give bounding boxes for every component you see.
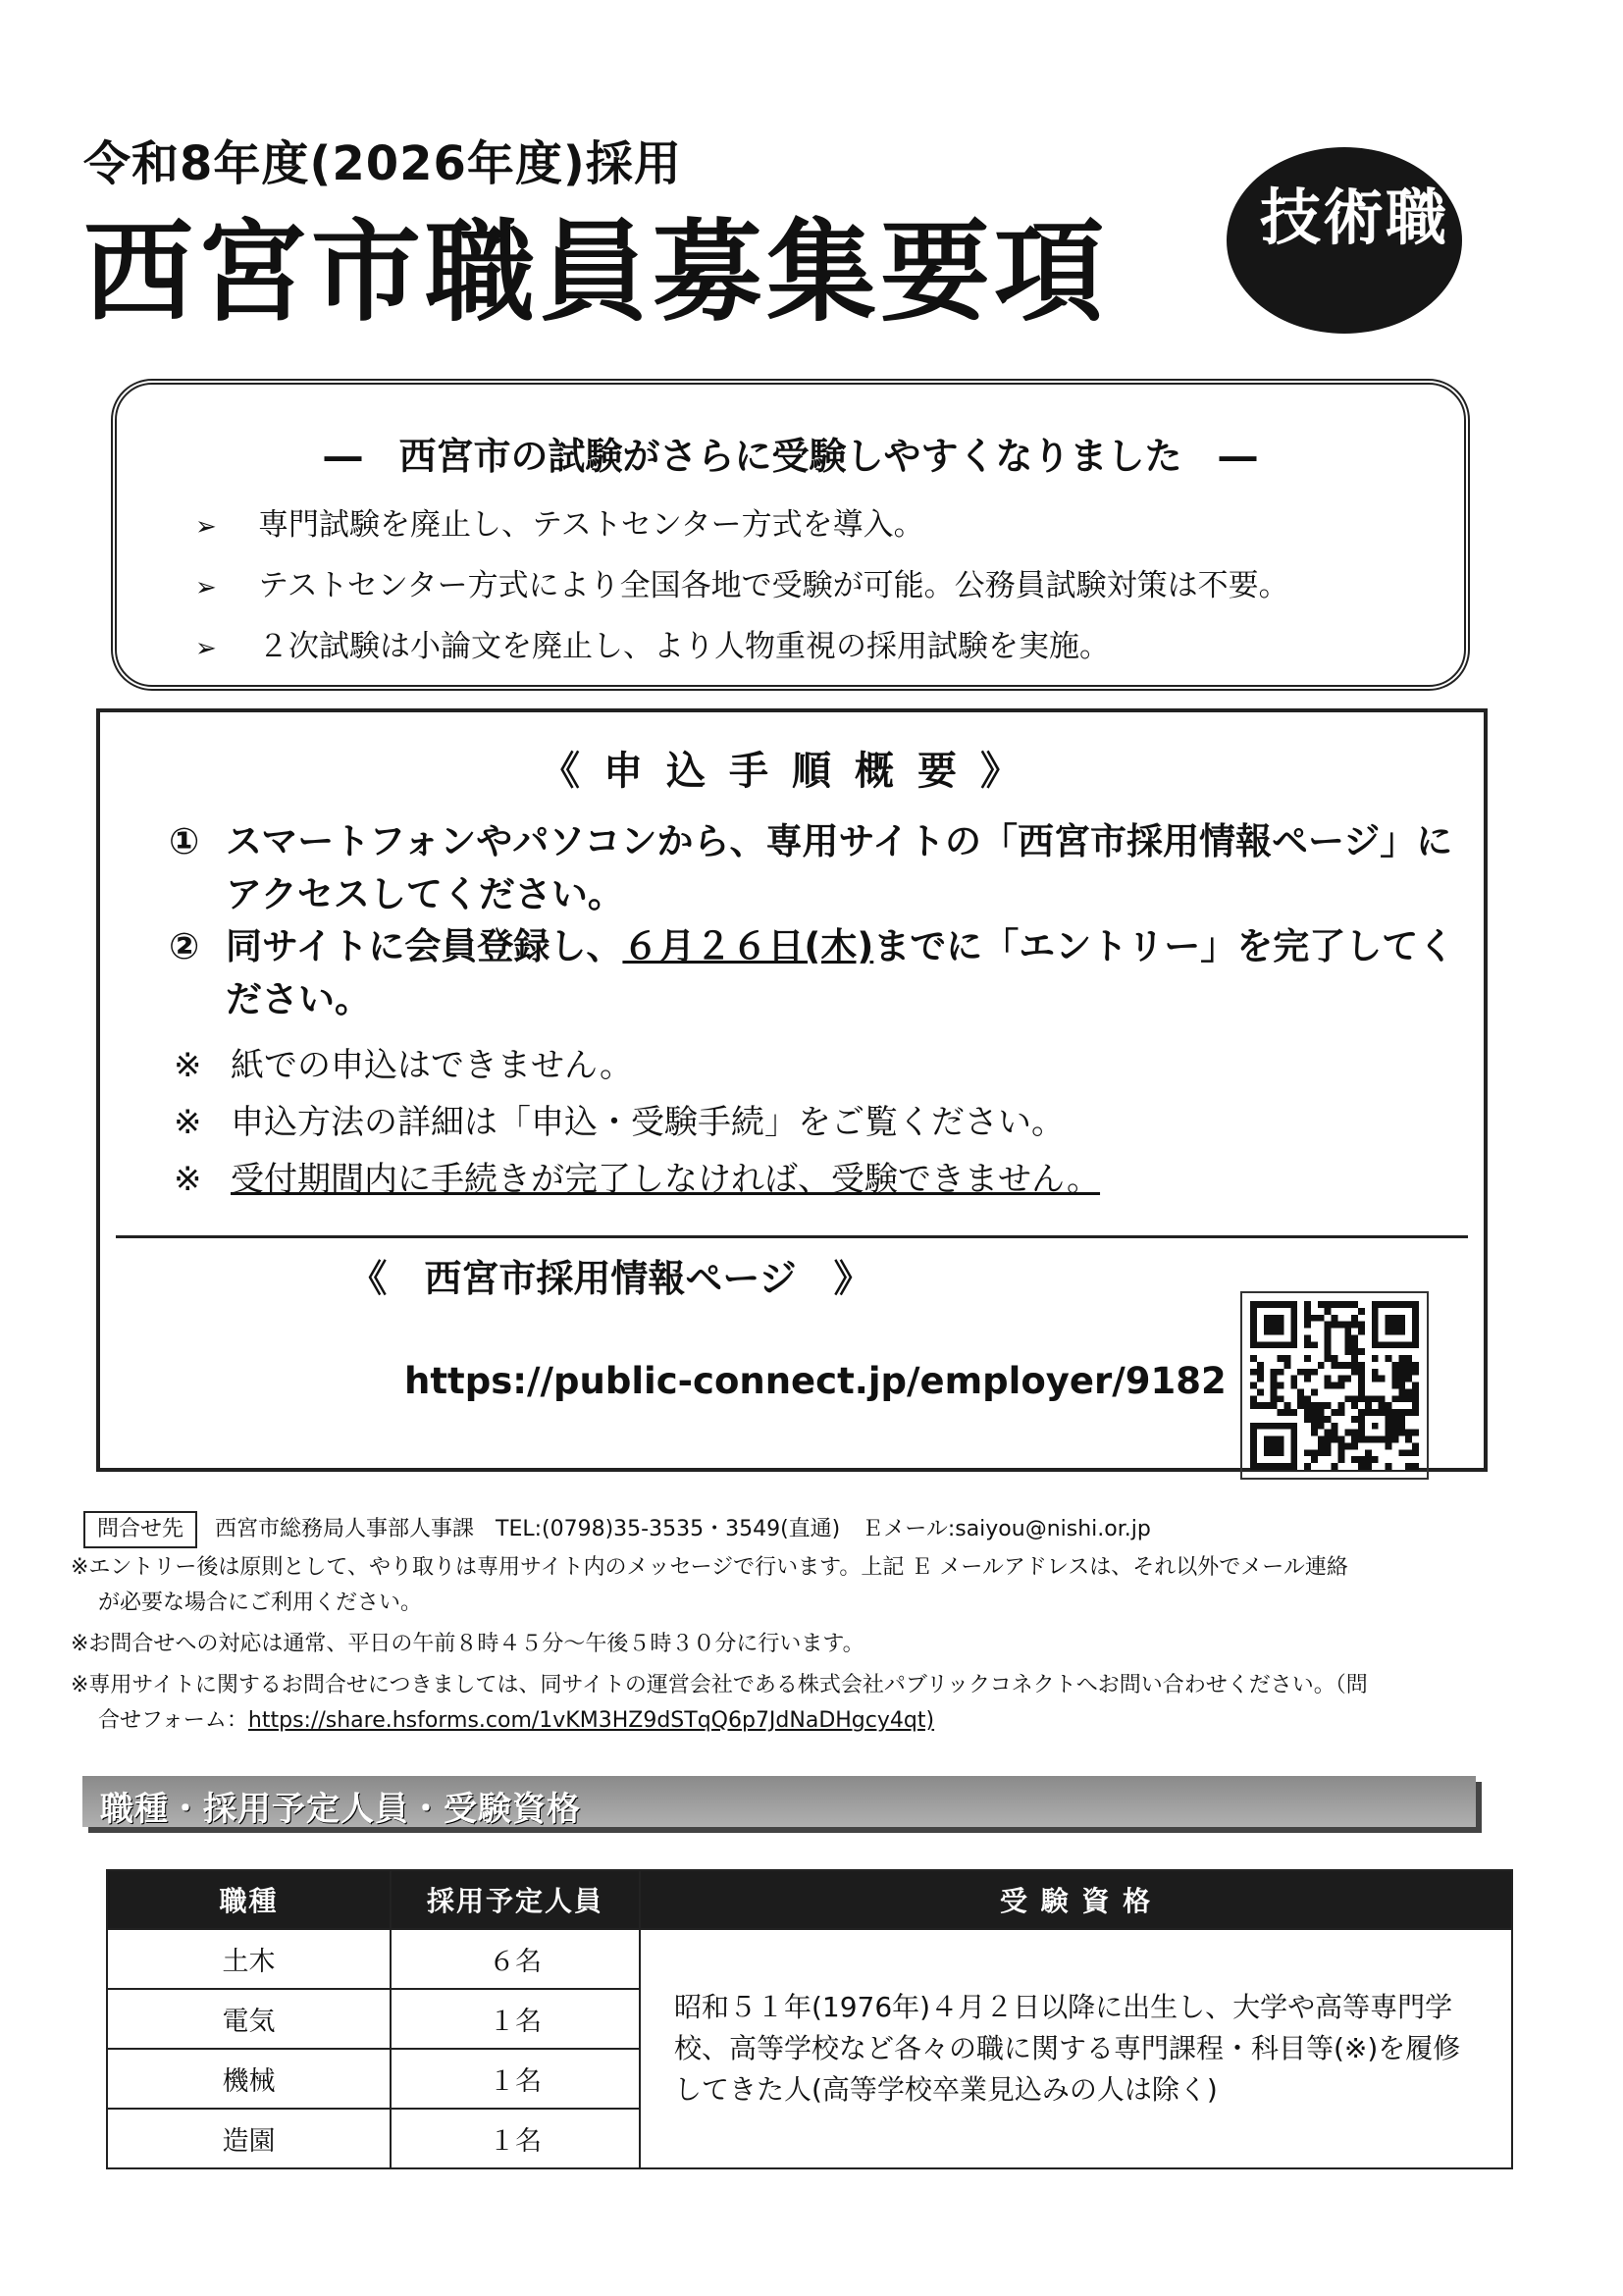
contact-tag: 問合せ先: [83, 1511, 197, 1548]
count-cell: １名: [391, 2049, 640, 2109]
note-item: ※ 紙での申込はできません。: [174, 1046, 634, 1085]
contact-line: [83, 1511, 1151, 1548]
contact-details: 西宮市総務局人事部人事課 TEL:(0798)35-3535・3549(直通) Ｅメール:saiyou@nishi.or.jp: [215, 1517, 1151, 1541]
note-item: ※ 申込方法の詳細は「申込・受験手続」をご覧ください。: [174, 1103, 1065, 1142]
job-cell: 機械: [107, 2049, 391, 2109]
list-item: ➢ ２次試験は小論文を廃止し、より人物重視の採用試験を実施。: [195, 616, 1289, 677]
job-cell: 造園: [107, 2109, 391, 2168]
inquiry-form-link[interactable]: https://share.hsforms.com/1vKM3HZ9dSTqQ6p7JdNaDHgcy4qt): [247, 1708, 935, 1733]
notice-heading: ― 西宮市の試験がさらに受験しやすくなりました ―: [324, 435, 1257, 478]
recruitment-site-link[interactable]: https://public-connect.jp/employer/9182: [404, 1360, 1227, 1402]
column-header: 受 験 資 格: [640, 1870, 1512, 1929]
site-heading: 《 西宮市採用情報ページ 》: [349, 1257, 871, 1300]
step-2: ② 同サイトに会員登録し、６月２６日(木)までに「エントリー」を完了してく ださい。: [169, 920, 1454, 1026]
arrow-bullet-icon: ➢: [195, 634, 217, 663]
page-title: 西宮市職員募集要項: [83, 209, 1108, 337]
badge-label: 技術職: [1259, 181, 1448, 253]
table-row: [107, 1929, 1512, 1989]
step-number: ①: [169, 820, 200, 862]
note-item: ※ 受付期間内に手続きが完了しなければ、受験できません。: [174, 1160, 1101, 1199]
step-1: ① スマートフォンやパソコンから、専用サイトの「西宮市採用情報ページ」に アクセスしてください。: [169, 815, 1452, 921]
job-category-badge: [1227, 147, 1462, 334]
section-header: [82, 1776, 1476, 1827]
job-cell: 電気: [107, 1989, 391, 2049]
application-heading: 《申込手順概要》: [541, 749, 1043, 794]
qualification-cell: 昭和５１年(1976年)４月２日以降に出生し、大学や高等専門学校、高等学校など各々の職に関する専門課程・科目等(※)を履修してきた人(高等学校卒業見込みの人は除く): [640, 1929, 1512, 2168]
column-header: 採用予定人員: [391, 1870, 640, 1929]
table-header-row: [107, 1870, 1512, 1929]
list-item: ➢ テストセンター方式により全国各地で受験が可能。公務員試験対策は不要。: [195, 555, 1289, 616]
arrow-bullet-icon: ➢: [195, 573, 217, 602]
job-cell: 土木: [107, 1929, 391, 1989]
count-cell: ６名: [391, 1929, 640, 1989]
notice-box: [111, 379, 1470, 691]
step-number: ②: [169, 925, 200, 967]
application-box: [96, 708, 1488, 1472]
count-cell: １名: [391, 2109, 640, 2168]
arrow-bullet-icon: ➢: [195, 512, 217, 542]
fine-print: ※エントリー後は原則として、やり取りは専用サイト内のメッセージで行います。上記 Ｅ メールアドレスは、それ以外でメール連絡 が必要な場合にご利用ください。 ※お問合せへの対応は通常、平日の午前８時４５分～午後５時３０分に行います。 ※専用サイトに関するお問合せにつきましては、同サイトの運営会社である株式会社パブリックコネクトへお問い合わせください。（問 合せフォーム：https://share.hsforms.com/1vKM3HZ9dSTqQ6p7JdNaDHgcy4qt): [71, 1555, 1368, 1733]
notice-list: [195, 495, 1289, 677]
list-item: ➢ 専門試験を廃止し、テストセンター方式を導入。: [195, 495, 1289, 555]
section-title: 職種・採用予定人員・受験資格: [100, 1790, 581, 1829]
subtitle: 令和8年度(2026年度)採用: [83, 136, 682, 191]
qr-code-icon: [1250, 1301, 1419, 1470]
count-cell: １名: [391, 1989, 640, 2049]
entry-deadline: ６月２６日(木): [622, 925, 874, 967]
column-header: 職種: [107, 1870, 391, 1929]
divider: [116, 1235, 1468, 1238]
recruitment-table: [106, 1869, 1513, 2169]
qr-code[interactable]: [1240, 1291, 1429, 1480]
